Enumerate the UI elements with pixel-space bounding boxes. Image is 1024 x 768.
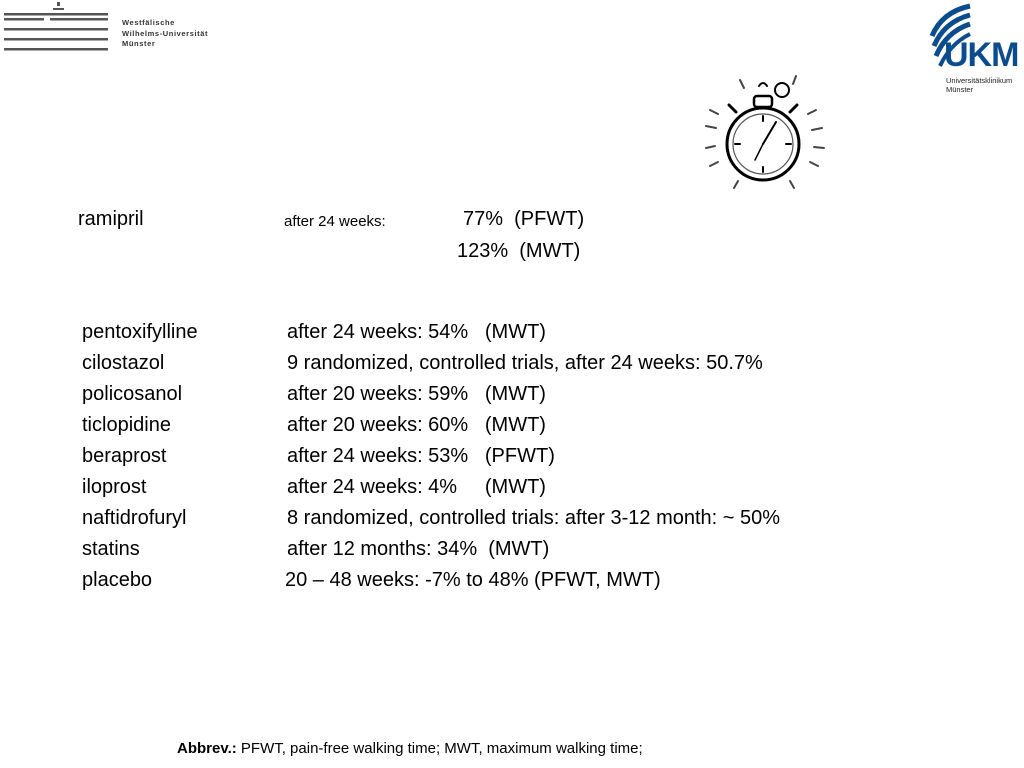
drug-result: 9 randomized, controlled trials, after 24 weeks: 50.7% [287, 352, 763, 374]
drug-name: naftidrofuryl [82, 507, 187, 529]
abbrev-text: PFWT, pain-free walking time; MWT, maximum walking time; [236, 740, 643, 757]
drug-name: policosanol [82, 383, 183, 405]
ramipril-value-mwt: 123% (MWT) [457, 240, 581, 262]
ukm-logo-subtitle [946, 76, 1012, 94]
stopwatch-icon [700, 68, 840, 200]
ramipril-after: after 24 weeks: [284, 213, 386, 230]
ramipril-value-pfwt: 77% (PFWT) [463, 208, 585, 230]
ukm-logo-line: Münster [946, 85, 974, 94]
ukm-logo-line: Universitätsklinikum [946, 76, 1013, 85]
drug-result: after 24 weeks: 54% (MWT) [287, 321, 546, 343]
ukm-logo-word: UKM [944, 36, 1019, 74]
wwu-logo-line: Münster [122, 39, 156, 48]
drug-name: iloprost [82, 476, 147, 498]
drug-name: placebo [82, 569, 153, 591]
drug-name: pentoxifylline [82, 321, 198, 343]
drug-name: beraprost [82, 445, 167, 467]
drug-result: 8 randomized, controlled trials: after 3-12 month: ~ 50% [287, 507, 781, 529]
drug-name: ticlopidine [82, 414, 171, 436]
ramipril-drug: ramipril [78, 208, 144, 230]
drug-name: statins [82, 538, 140, 560]
drug-result: after 20 weeks: 60% (MWT) [287, 414, 546, 436]
wwu-logo-line: Wilhelms-Universität [122, 28, 209, 38]
abbreviations-note [177, 740, 643, 757]
abbrev-label: Abbrev.: [177, 740, 237, 757]
wwu-logo-text [122, 18, 208, 50]
drug-result: 20 – 48 weeks: -7% to 48% (PFWT, MWT) [285, 569, 661, 591]
drug-result: after 20 weeks: 59% (MWT) [287, 383, 546, 405]
drug-result: after 12 months: 34% (MWT) [287, 538, 550, 560]
drug-result: after 24 weeks: 4% (MWT) [287, 476, 546, 498]
wwu-logo-line: Westfälische [122, 18, 175, 27]
drug-name: cilostazol [82, 352, 165, 374]
drug-result: after 24 weeks: 53% (PFWT) [287, 445, 555, 467]
